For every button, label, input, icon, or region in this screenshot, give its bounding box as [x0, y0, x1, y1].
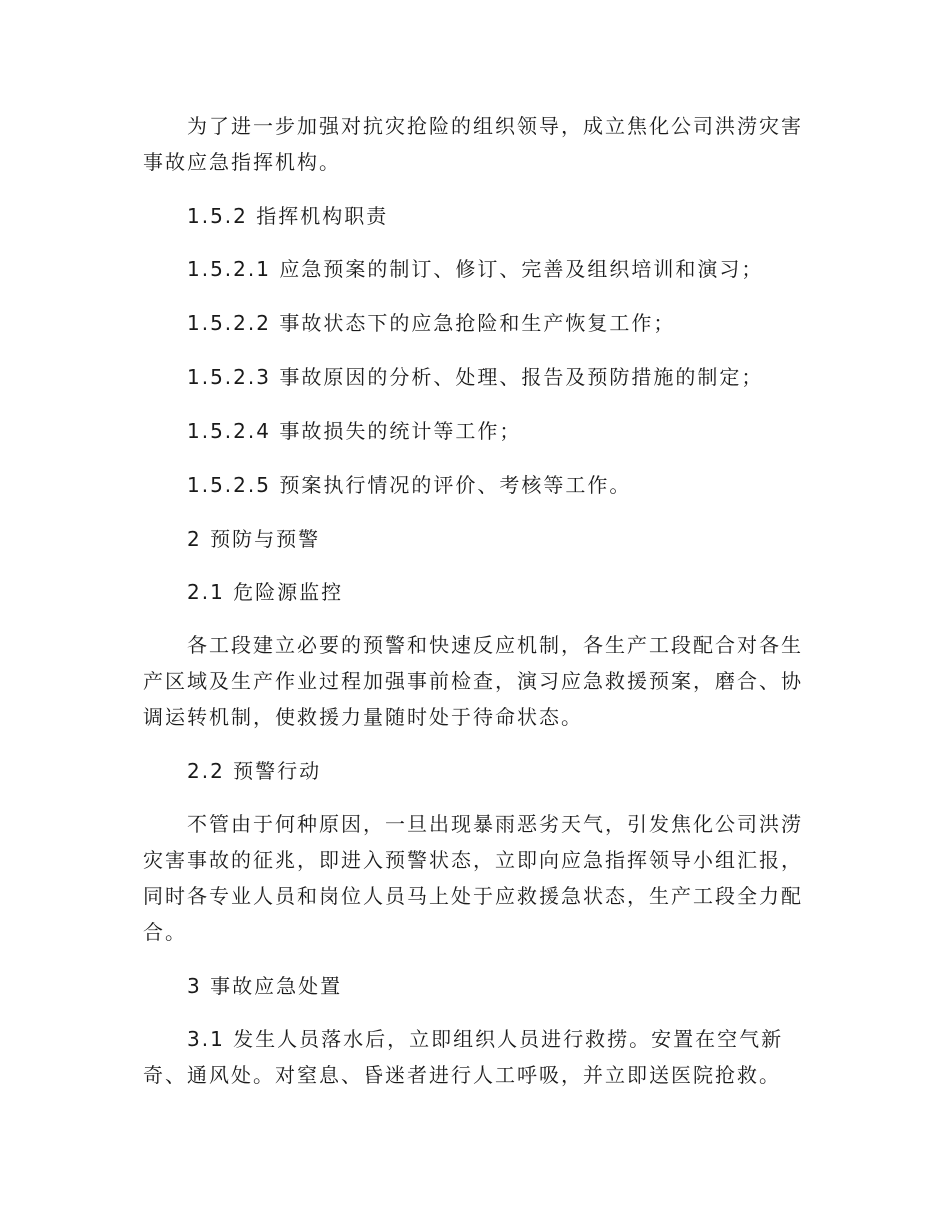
item-1-5-2-4: 1.5.2.4 事故损失的统计等工作； [187, 419, 522, 443]
paragraph-intro: 为了进一步加强对抗灾抢险的组织领导，成立焦化公司洪涝灾害事故应急指挥机构。 [143, 114, 803, 174]
paragraph-2-1-body: 各工段建立必要的预警和快速反应机制，各生产工段配合对各生产区域及生产作业过程加强事前检查，演习应急救援预案，磨合、协调运转机制，使救援力量随时处于待命状态。 [143, 633, 803, 729]
paragraph-2-2-body: 不管由于何种原因，一旦出现暴雨恶劣天气，引发焦化公司洪涝灾害事故的征兆，即进入预警状态，立即向应急指挥领导小组汇报，同时各专业人员和岗位人员马上处于应救援急状态，生产工段全力配合。 [143, 812, 803, 944]
item-1-5-2-3: 1.5.2.3 事故原因的分析、处理、报告及预防措施的制定； [187, 365, 764, 389]
heading-2: 2 预防与预警 [187, 527, 321, 551]
document-body [143, 108, 805, 1111]
item-1-5-2-5: 1.5.2.5 预案执行情况的评价、考核等工作。 [187, 473, 632, 497]
heading-1-5-2: 1.5.2 指挥机构职责 [187, 204, 389, 228]
heading-3: 3 事故应急处置 [187, 974, 343, 998]
item-1-5-2-1: 1.5.2.1 应急预案的制订、修订、完善及组织培训和演习； [187, 257, 764, 281]
paragraph-3-1: 3.1 发生人员落水后，立即组织人员进行救捞。安置在空气新奇、通风处。对窒息、昏迷者进行人工呼吸，并立即送医院抢救。 [143, 1027, 784, 1087]
heading-2-1: 2.1 危险源监控 [187, 580, 344, 604]
item-1-5-2-2: 1.5.2.2 事故状态下的应急抢险和生产恢复工作； [187, 311, 676, 335]
heading-2-2: 2.2 预警行动 [187, 759, 322, 783]
